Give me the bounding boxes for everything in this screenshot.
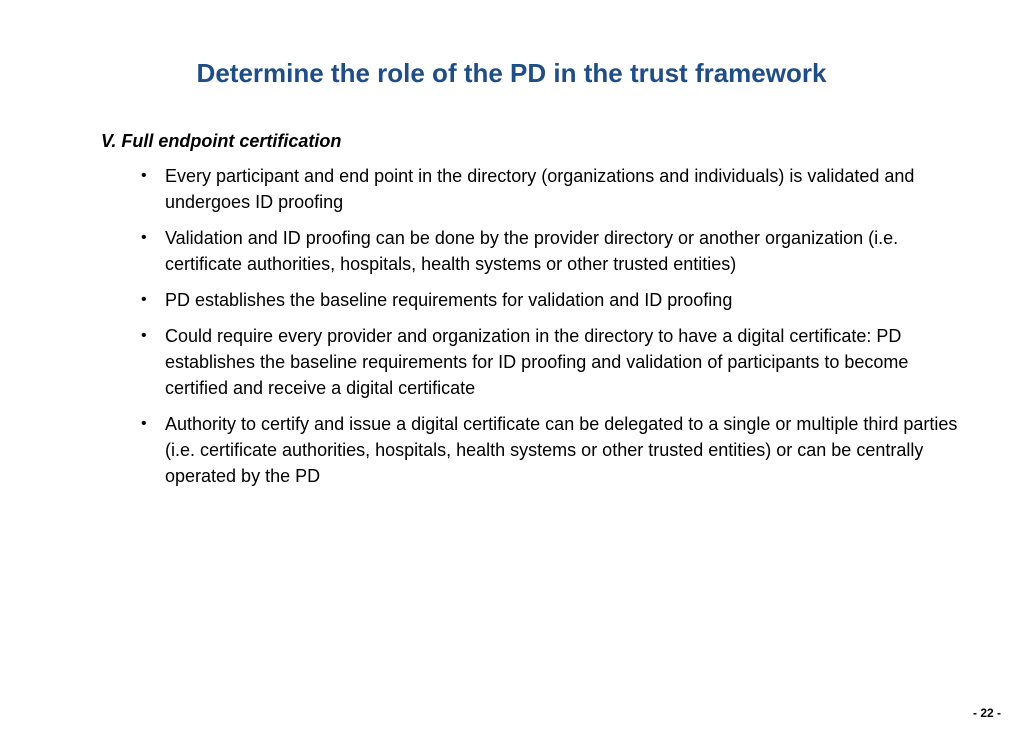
bullet-item	[141, 225, 971, 277]
bullet-marker: •	[141, 327, 147, 344]
section-heading: V. Full endpoint certification	[101, 131, 342, 151]
bullet-item	[141, 287, 971, 313]
bullet-text: Every participant and end point in the directory (organizations and individuals) is validated and undergoes ID proofing	[165, 166, 915, 212]
bullet-text: Validation and ID proofing can be done by the provider directory or another organization (i.e. certificate authorities, hospitals, health systems or other trusted entities)	[165, 228, 899, 274]
bullet-text: Authority to certify and issue a digital certificate can be delegated to a single or multiple third parties (i.e. certificate authorities, hospitals, health systems or other trusted entities) or can be centrally operated by the PD	[165, 414, 958, 486]
bullet-item	[141, 323, 971, 401]
bullet-marker: •	[141, 167, 147, 184]
bullet-item	[141, 163, 971, 215]
bullet-text: Could require every provider and organization in the directory to have a digital certificate: PD establishes the baseline requirements for ID proofing and validation of participants to become certified and receive a digital certificate	[165, 326, 909, 398]
page-number: - 22 -	[972, 706, 1001, 720]
bullet-marker: •	[141, 291, 147, 308]
bullet-marker: •	[141, 415, 147, 432]
bullet-item	[141, 411, 971, 489]
bullet-text: PD establishes the baseline requirements for validation and ID proofing	[165, 290, 733, 310]
slide-title: Determine the role of the PD in the trust framework	[196, 58, 827, 88]
bullet-marker: •	[141, 229, 147, 246]
bullet-list	[141, 163, 971, 499]
